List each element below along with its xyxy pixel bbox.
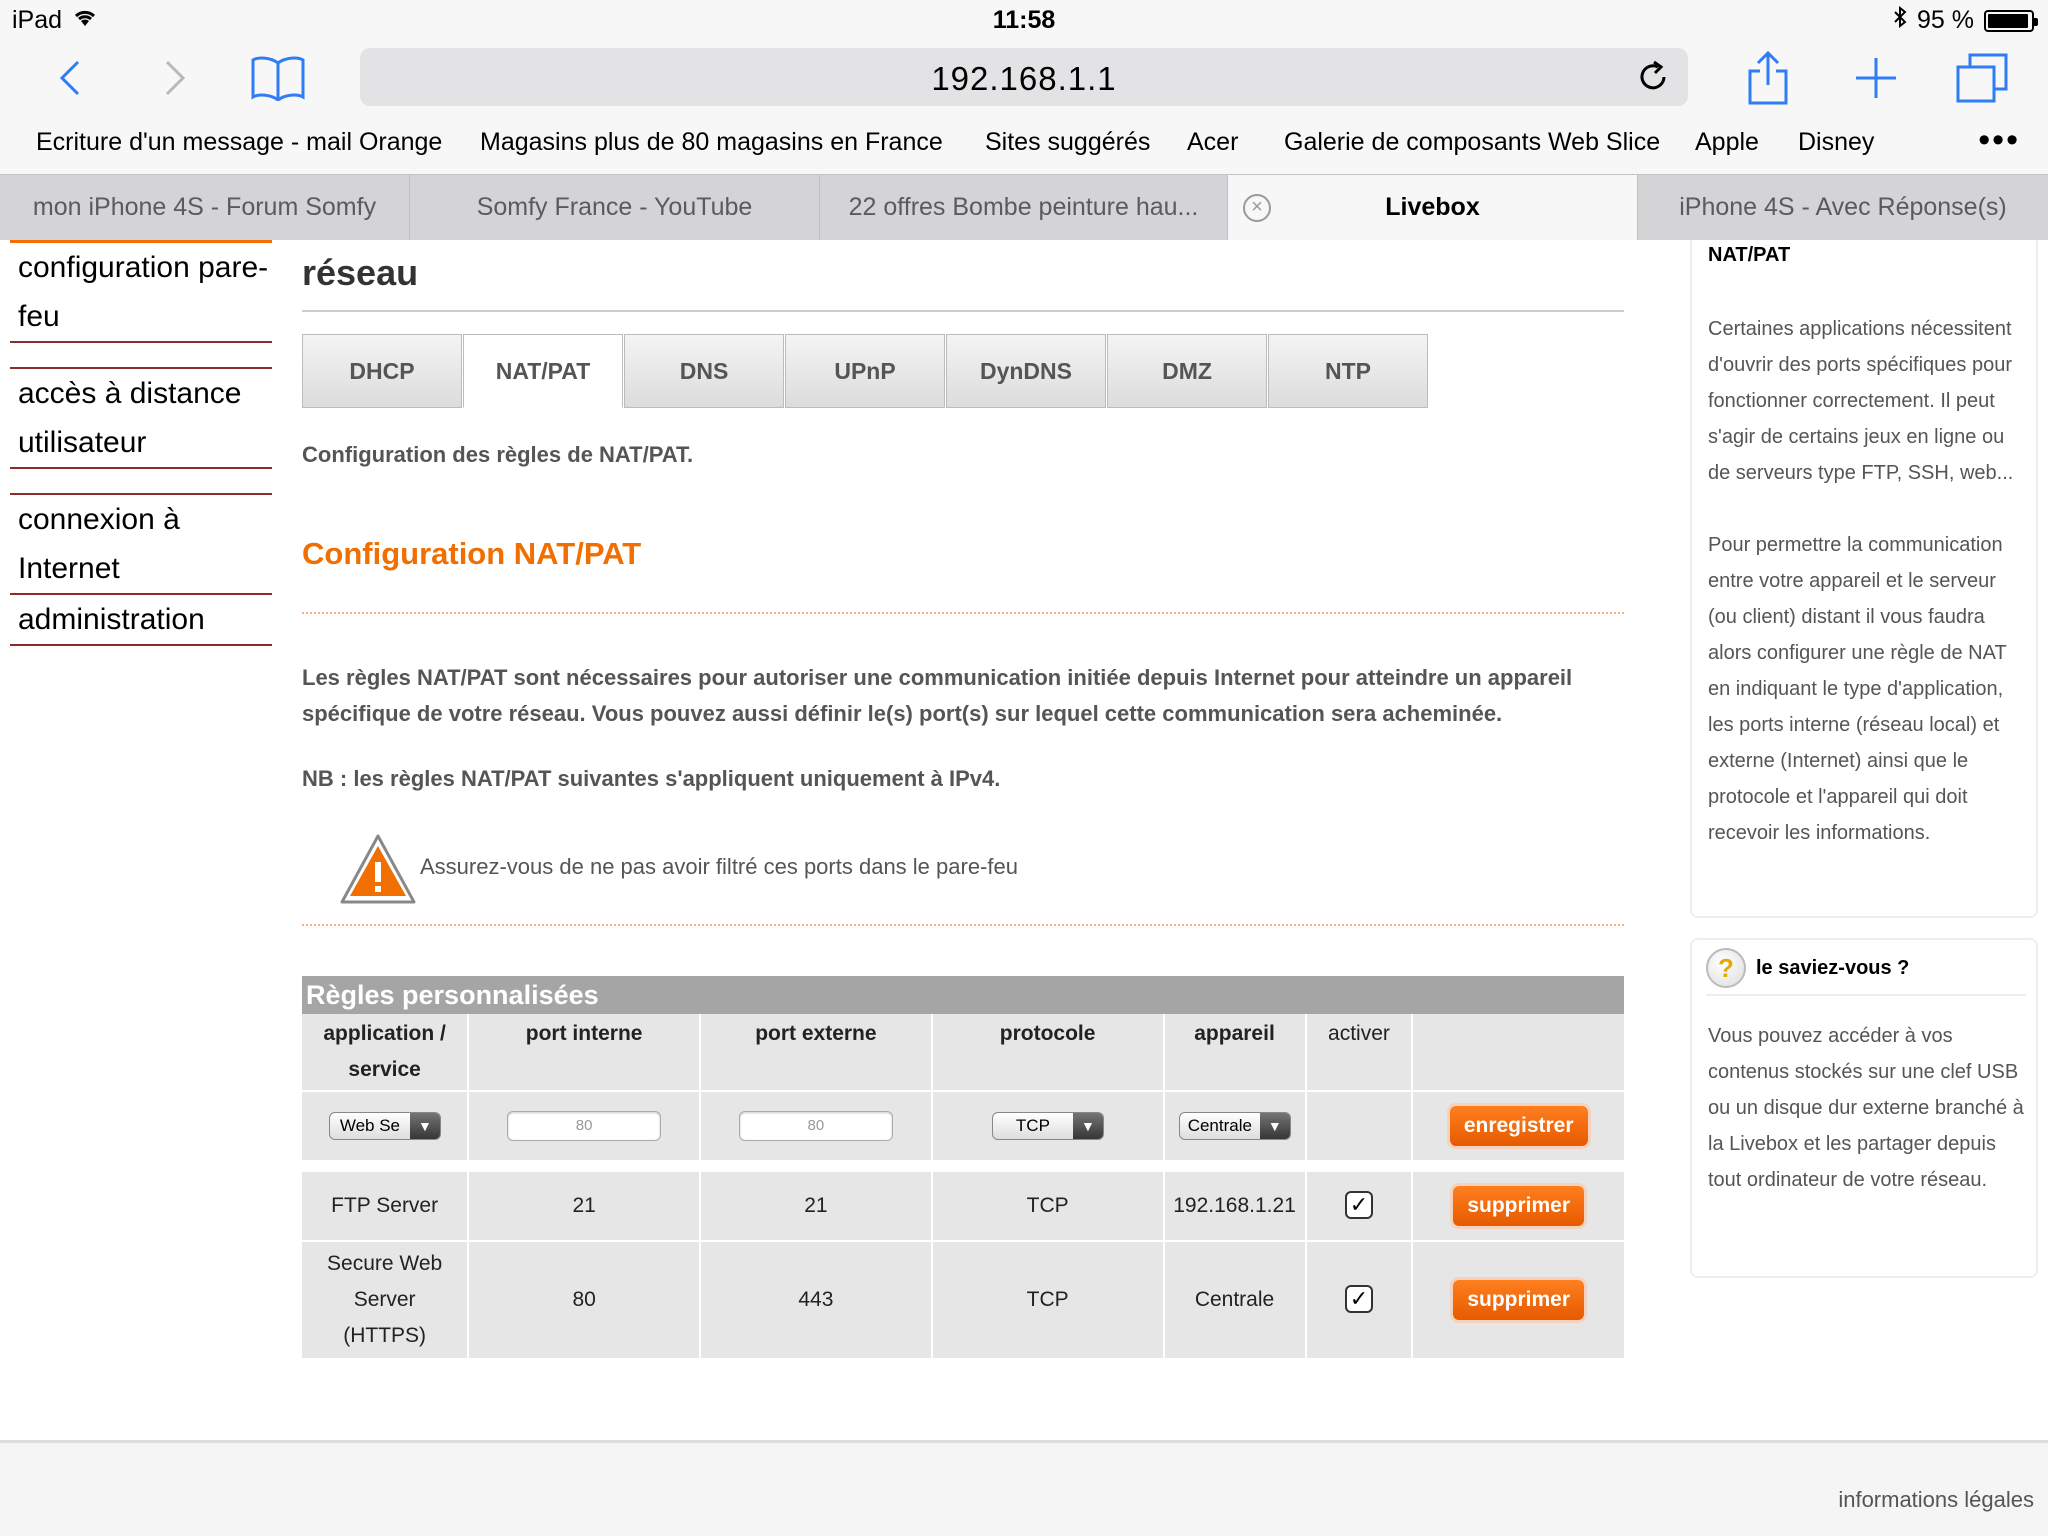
- column-header: port externe: [701, 1014, 931, 1090]
- activate-checkbox[interactable]: ✓: [1345, 1285, 1373, 1313]
- chevron-down-icon: ▼: [410, 1112, 439, 1140]
- table-cell: [1413, 1240, 1624, 1358]
- delete-button[interactable]: supprimer: [1453, 1186, 1584, 1226]
- activate-checkbox[interactable]: ✓: [1345, 1191, 1373, 1219]
- table-header-row: [302, 1014, 1624, 1090]
- tab-dhcp[interactable]: DHCP: [302, 334, 462, 408]
- external-port-input[interactable]: 80: [739, 1111, 893, 1141]
- help-paragraph: Certaines applications nécessitent d'ouvrir des ports spécifiques pour fonctionner correctement. Il peut s'agir de certains jeux en ligne ou de serveurs type FTP, SSH, web...: [1708, 318, 2014, 484]
- rule-service: Secure Web Server (HTTPS): [302, 1240, 467, 1358]
- network-subtabs: [302, 334, 1624, 408]
- share-icon[interactable]: [1738, 48, 1798, 108]
- rule-protocol: TCP: [933, 1170, 1163, 1240]
- favorite-link[interactable]: Acer: [1187, 128, 1239, 156]
- chevron-down-icon: ▼: [1073, 1112, 1102, 1140]
- battery-fill: [1988, 14, 2028, 28]
- device-select[interactable]: Centrale ▼: [1179, 1112, 1291, 1140]
- bookmarks-icon[interactable]: [248, 48, 308, 108]
- help-panel: [1690, 240, 2038, 918]
- favorite-link[interactable]: Apple: [1695, 128, 1759, 156]
- browser-tab[interactable]: Somfy France - YouTube: [410, 175, 820, 240]
- column-header: [1413, 1014, 1624, 1090]
- url-text: 192.168.1.1: [931, 60, 1117, 97]
- firewall-warning: [302, 836, 1624, 916]
- column-header: port interne: [469, 1014, 699, 1090]
- help-title: NAT/PAT: [1708, 244, 1791, 266]
- browser-tab-bar: [0, 174, 2048, 240]
- table-cell: [933, 1090, 1163, 1160]
- dotted-divider: [302, 612, 1624, 614]
- table-row: [302, 1170, 1624, 1240]
- warning-text: Assurez-vous de ne pas avoir filtré ces ports dans le pare-feu: [420, 854, 1018, 879]
- rule-protocol: TCP: [933, 1240, 1163, 1358]
- table-cell: [1307, 1090, 1412, 1160]
- table-cell: [1307, 1170, 1412, 1240]
- sidebar-divider: [10, 469, 272, 495]
- table-cell: [1413, 1090, 1624, 1160]
- table-cell: [302, 1090, 467, 1160]
- tip-text: Vous pouvez accéder à vos contenus stockés sur une clef USB ou un disque dur externe branché à la Livebox et les partager depuis tout ordinateur de votre réseau.: [1708, 1025, 2024, 1191]
- rule-internal-port: 80: [469, 1240, 699, 1358]
- browser-toolbar: [0, 40, 2048, 118]
- sidebar-item-internet[interactable]: connexion à Internet: [10, 495, 272, 595]
- table-spacer: [302, 1160, 1624, 1170]
- nat-rules-table: [300, 1014, 1626, 1358]
- rule-external-port: 21: [701, 1170, 931, 1240]
- clock: 11:58: [992, 6, 1056, 34]
- favorite-link[interactable]: Magasins plus de 80 magasins en France: [480, 128, 943, 156]
- table-cell: [1165, 1090, 1305, 1160]
- tab-dyndns[interactable]: DynDNS: [946, 334, 1106, 408]
- column-header: application / service: [302, 1014, 467, 1090]
- close-tab-icon[interactable]: ×: [1243, 194, 1271, 222]
- new-rule-row: [302, 1090, 1624, 1160]
- column-header: protocole: [933, 1014, 1163, 1090]
- protocol-select[interactable]: TCP ▼: [992, 1112, 1104, 1140]
- tab-upnp[interactable]: UPnP: [785, 334, 945, 408]
- tip-header: [1706, 948, 2026, 996]
- sidebar-divider: [10, 343, 272, 369]
- browser-tab-active[interactable]: Livebox: [1228, 175, 1638, 240]
- sidebar-item-administration[interactable]: administration: [10, 595, 272, 646]
- more-favorites-icon[interactable]: •••: [1978, 121, 2020, 159]
- chevron-down-icon: ▼: [1260, 1112, 1289, 1140]
- battery-icon: [1984, 10, 2034, 32]
- status-bar: [0, 0, 2048, 40]
- tabs-overview-icon[interactable]: [1952, 48, 2012, 108]
- favorite-link[interactable]: Sites suggérés: [985, 128, 1151, 156]
- delete-button[interactable]: supprimer: [1453, 1280, 1584, 1320]
- section-title: Configuration NAT/PAT: [302, 536, 642, 571]
- internal-port-input[interactable]: 80: [507, 1111, 661, 1141]
- table-cell: [469, 1090, 699, 1160]
- tip-box: [1690, 938, 2038, 1278]
- sidebar-item-remote-access[interactable]: accès à distance utilisateur: [10, 369, 272, 469]
- warning-icon: [338, 832, 418, 908]
- favorite-link[interactable]: Galerie de composants Web Slice: [1284, 128, 1661, 156]
- page-title: réseau: [302, 252, 1624, 312]
- table-cell: [1413, 1170, 1624, 1240]
- favorite-link[interactable]: Ecriture d'un message - mail Orange: [36, 128, 443, 156]
- sidebar-item-firewall[interactable]: configuration pare-feu: [10, 243, 272, 343]
- service-select[interactable]: Web Se ▼: [329, 1112, 441, 1140]
- tab-nat-pat[interactable]: NAT/PAT: [463, 334, 623, 408]
- favorite-link[interactable]: Disney: [1798, 128, 1875, 156]
- page-description: Configuration des règles de NAT/PAT.: [302, 442, 694, 467]
- tab-ntp[interactable]: NTP: [1268, 334, 1428, 408]
- table-cell: [701, 1090, 931, 1160]
- browser-tab[interactable]: 22 offres Bombe peinture hau...: [820, 175, 1228, 240]
- rules-table-title: Règles personnalisées: [302, 976, 1624, 1014]
- table-row: [302, 1240, 1624, 1358]
- tab-dns[interactable]: DNS: [624, 334, 784, 408]
- back-icon[interactable]: [40, 48, 100, 108]
- column-header: appareil: [1165, 1014, 1305, 1090]
- new-tab-icon[interactable]: [1846, 48, 1906, 108]
- device-name: iPad: [12, 6, 63, 34]
- main-content: [302, 240, 1624, 1358]
- browser-tab[interactable]: iPhone 4S - Avec Réponse(s): [1679, 193, 2007, 221]
- intro-paragraph: Les règles NAT/PAT sont nécessaires pour autoriser une communication initiée depuis Internet pour atteindre un appareil spécifique de votre réseau. Vous pouvez aussi définir le(s) port(s) sur lequel cette communication sera acheminée.: [302, 665, 1573, 726]
- legal-link[interactable]: informations légales: [1838, 1487, 2034, 1512]
- help-paragraph: Pour permettre la communication entre votre appareil et le serveur (ou client) distant il vous faudra alors configurer une règle de NAT en indiquant le type d'application, les ports interne (réseau local) et externe (Internet) ainsi que le protocole et l'appareil qui doit recevoir les informations.: [1708, 534, 2007, 844]
- tip-title: le saviez-vous ?: [1756, 956, 1910, 979]
- save-button[interactable]: enregistrer: [1450, 1106, 1588, 1146]
- ipv4-note: NB : les règles NAT/PAT suivantes s'appliquent uniquement à IPv4.: [302, 766, 1001, 791]
- bluetooth-icon: [1893, 6, 1907, 35]
- rule-service: FTP Server: [302, 1170, 467, 1240]
- page-footer: [0, 1440, 2048, 1536]
- sidebar-nav: [10, 240, 272, 646]
- browser-tab[interactable]: mon iPhone 4S - Forum Somfy: [0, 175, 410, 240]
- rule-device: Centrale: [1165, 1240, 1305, 1358]
- column-header: activer: [1307, 1014, 1412, 1090]
- dotted-divider: [302, 924, 1624, 926]
- tab-dmz[interactable]: DMZ: [1107, 334, 1267, 408]
- favorites-bar: [0, 118, 2048, 174]
- battery-percent: 95 %: [1917, 6, 1974, 34]
- reload-icon[interactable]: [1636, 60, 1670, 94]
- forward-icon[interactable]: [145, 48, 205, 108]
- rule-external-port: 443: [701, 1240, 931, 1358]
- table-cell: [1307, 1240, 1412, 1358]
- address-bar[interactable]: [360, 48, 1688, 106]
- question-icon: ?: [1706, 948, 1746, 988]
- rule-device: 192.168.1.21: [1165, 1170, 1305, 1240]
- rule-internal-port: 21: [469, 1170, 699, 1240]
